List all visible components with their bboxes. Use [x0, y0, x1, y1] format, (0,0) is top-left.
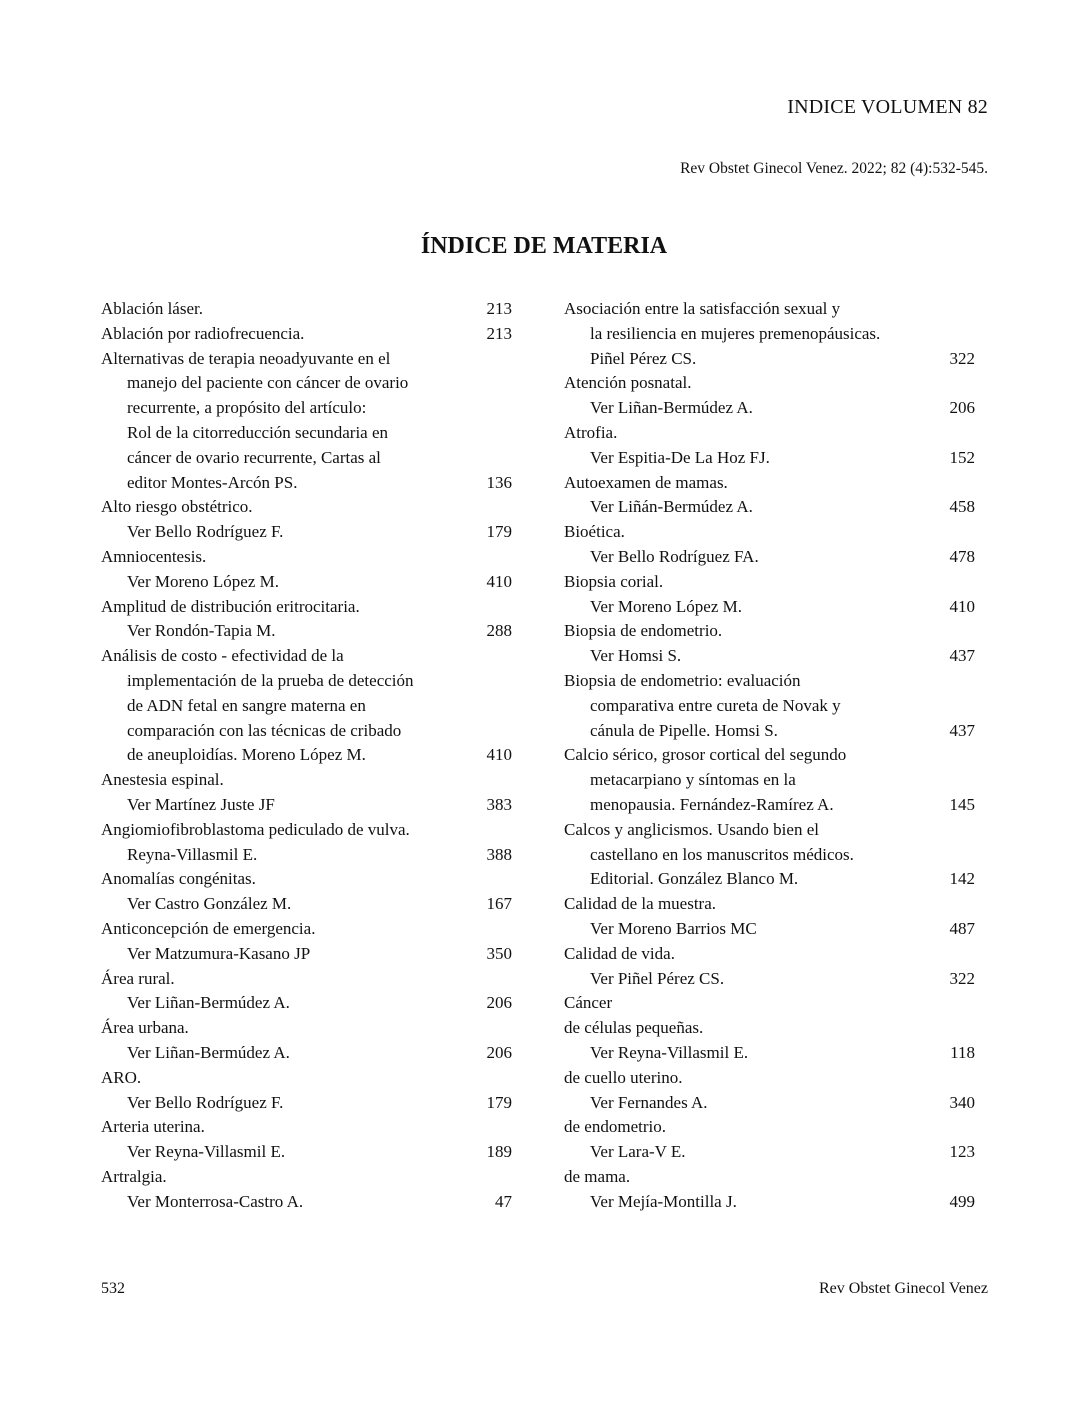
index-entry-line: [564, 1165, 975, 1190]
index-entry-text: cánula de Pipelle. Homsi S.: [590, 720, 778, 740]
index-entry-line: [564, 421, 975, 446]
index-entry-text: Artralgia.: [101, 1166, 167, 1186]
footer-page-number: 532: [101, 1280, 125, 1297]
index-entry-text: Rol de la citorreducción secundaria en: [127, 422, 389, 442]
index-entry-text: Alternativas de terapia neoadyuvante en el: [101, 348, 391, 368]
index-entry-text: Ver Homsi S.: [590, 646, 682, 666]
index-entry-text: Ver Liñan-Bermúdez A.: [590, 398, 753, 418]
index-entry-text: Calcos y anglicismos. Usando bien el: [564, 819, 819, 839]
index-entry-text: menopausia. Fernández-Ramírez A.: [590, 794, 834, 814]
index-entry-page: 322: [949, 968, 975, 988]
index-entry-line: [564, 1115, 975, 1140]
index-entry-text: Calcio sérico, grosor cortical del segundo: [564, 745, 847, 765]
index-entry-line: [101, 743, 512, 768]
index-entry-line: [564, 396, 975, 421]
index-entry-line: [101, 421, 512, 446]
index-entry-line: [564, 595, 975, 620]
index-entry-page: 189: [486, 1142, 512, 1162]
index-entry-text: Ver Reyna-Villasmil E.: [590, 1042, 749, 1062]
index-entry-line: [564, 371, 975, 396]
index-entry-page: 487: [949, 918, 975, 938]
index-entry-text: Ver Castro González M.: [127, 894, 292, 914]
index-entry-text: Bioética.: [564, 522, 625, 542]
index-entry-line: [101, 471, 512, 496]
index-entry-text: Anomalías congénitas.: [101, 869, 256, 889]
citation-line: Rev Obstet Ginecol Venez. 2022; 82 (4):532-545.: [680, 160, 988, 177]
index-entry-text: Ver Espitia-De La Hoz FJ.: [590, 447, 770, 467]
index-entry-line: [101, 768, 512, 793]
index-entry-page: 437: [949, 720, 975, 740]
index-entry-line: [101, 967, 512, 992]
index-entry-line: [101, 396, 512, 421]
index-entry-text: Ver Bello Rodríguez FA.: [590, 546, 759, 566]
index-entry-line: [564, 570, 975, 595]
index-column-left: [101, 297, 512, 1214]
index-entry-line: [564, 1066, 975, 1091]
index-entry-text: Arteria uterina.: [101, 1117, 205, 1137]
index-entry-text: Biopsia de endometrio: evaluación: [564, 670, 801, 690]
index-entry-text: Angiomiofibroblastoma pediculado de vulva.: [101, 819, 410, 839]
index-entry-text: de mama.: [564, 1166, 631, 1186]
index-entry-line: [564, 942, 975, 967]
index-entry-text: Ver Monterrosa-Castro A.: [127, 1191, 304, 1211]
index-entry-line: [101, 1140, 512, 1165]
index-entry-line: [101, 991, 512, 1016]
index-entry-text: Ver Bello Rodríguez F.: [127, 1092, 284, 1112]
index-entry-text: Análisis de costo - efectividad de la: [101, 646, 344, 666]
index-entry-line: [564, 446, 975, 471]
index-entry-line: [564, 471, 975, 496]
index-entry-page: 213: [486, 323, 512, 343]
running-header: INDICE VOLUMEN 82: [787, 96, 988, 118]
index-entry-line: [101, 644, 512, 669]
index-entry-text: Cáncer: [564, 993, 613, 1013]
index-entry-line: [564, 545, 975, 570]
index-entry-text: Asociación entre la satisfacción sexual y: [564, 299, 841, 318]
index-entry-text: metacarpiano y síntomas en la: [590, 770, 796, 790]
index-entry-text: Área rural.: [101, 968, 175, 988]
page-title: ÍNDICE DE MATERIA: [420, 233, 668, 259]
index-entry-page: 410: [486, 745, 512, 765]
index-entry-text: Ver Fernandes A.: [590, 1092, 708, 1112]
index-entry-page: 350: [486, 943, 512, 963]
index-entry-text: de células pequeñas.: [564, 1018, 704, 1038]
index-entry-line: [101, 1190, 512, 1215]
index-column-right: [564, 297, 975, 1214]
index-entry-line: [101, 322, 512, 347]
index-entry-line: [564, 669, 975, 694]
index-entry-line: [564, 818, 975, 843]
index-entry-line: [101, 867, 512, 892]
index-entry-line: [101, 570, 512, 595]
index-entry-line: [564, 1041, 975, 1066]
index-entry-text: de aneuploidías. Moreno López M.: [127, 745, 366, 765]
index-entry-line: [101, 495, 512, 520]
index-entry-line: [564, 892, 975, 917]
index-entry-text: Amniocentesis.: [101, 546, 207, 566]
index-entry-line: [101, 1041, 512, 1066]
index-entry-text: Ver Martínez Juste JF: [127, 794, 275, 814]
index-entry-text: de cuello uterino.: [564, 1067, 683, 1087]
index-entry-line: [564, 520, 975, 545]
index-entry-text: Alto riesgo obstétrico.: [101, 497, 253, 517]
index-entry-text: Atención posnatal.: [564, 373, 692, 393]
index-entry-page: 142: [949, 869, 975, 889]
index-entry-page: 123: [949, 1142, 975, 1162]
index-entry-line: [101, 446, 512, 471]
index-entry-text: Ver Moreno Barrios MC: [590, 918, 757, 938]
index-entry-line: [101, 1091, 512, 1116]
index-entry-page: 179: [486, 522, 512, 542]
index-entry-text: Ver Lara-V E.: [590, 1142, 686, 1162]
index-entry-page: 288: [486, 621, 512, 641]
index-entry-text: comparación con las técnicas de cribado: [127, 720, 402, 740]
index-entry-page: 410: [949, 596, 975, 616]
index-entry-text: Ver Moreno López M.: [127, 571, 280, 591]
index-entry-page: 206: [486, 993, 512, 1013]
index-entry-line: [101, 793, 512, 818]
index-entry-page: 388: [486, 844, 512, 864]
index-entry-line: [564, 297, 975, 322]
index-entry-text: Calidad de vida.: [564, 943, 675, 963]
index-entry-page: 118: [950, 1042, 975, 1062]
index-entry-line: [564, 619, 975, 644]
index-entry-text: manejo del paciente con cáncer de ovario: [127, 373, 409, 393]
footer-journal: Rev Obstet Ginecol Venez: [819, 1280, 988, 1297]
index-entry-text: Editorial. González Blanco M.: [590, 869, 799, 889]
index-entry-text: recurrente, a propósito del artículo:: [127, 398, 367, 418]
index-entry-line: [101, 619, 512, 644]
index-entry-text: cáncer de ovario recurrente, Cartas al: [127, 447, 381, 467]
index-entry-text: implementación de la prueba de detección: [127, 670, 414, 690]
index-entry-line: [564, 694, 975, 719]
index-entry-line: [101, 595, 512, 620]
index-entry-text: editor Montes-Arcón PS.: [127, 472, 298, 492]
index-entry-line: [564, 793, 975, 818]
index-entry-text: Ver Moreno López M.: [590, 596, 743, 616]
index-entry-line: [564, 1016, 975, 1041]
index-entry-line: [101, 297, 512, 322]
index-entry-line: [564, 1091, 975, 1116]
index-entry-line: [101, 545, 512, 570]
index-entry-page: 213: [486, 299, 512, 318]
index-entry-line: [101, 694, 512, 719]
index-entry-text: Atrofia.: [564, 422, 618, 442]
index-entry-text: Reyna-Villasmil E.: [127, 844, 258, 864]
index-entry-line: [101, 1115, 512, 1140]
index-entry-page: 206: [949, 398, 975, 418]
index-entry-line: [101, 1016, 512, 1041]
index-entry-text: Calidad de la muestra.: [564, 894, 717, 914]
index-entry-line: [101, 818, 512, 843]
index-entry-line: [564, 1190, 975, 1215]
index-entry-text: la resiliencia en mujeres premenopáusicas.: [590, 323, 881, 343]
index-entry-line: [101, 843, 512, 868]
index-entry-text: castellano en los manuscritos médicos.: [590, 844, 854, 864]
index-entry-line: [564, 719, 975, 744]
index-entry-line: [101, 942, 512, 967]
index-entry-text: Ver Liñan-Bermúdez A.: [127, 993, 290, 1013]
index-entry-page: 499: [949, 1191, 975, 1211]
index-entry-text: de ADN fetal en sangre materna en: [127, 695, 366, 715]
index-entry-text: Amplitud de distribución eritrocitaria.: [101, 596, 360, 616]
index-entry-text: de endometrio.: [564, 1117, 666, 1137]
index-entry-text: Anticoncepción de emergencia.: [101, 918, 316, 938]
index-entry-line: [564, 991, 975, 1016]
index-entry-text: Ver Reyna-Villasmil E.: [127, 1142, 286, 1162]
index-entry-page: 340: [949, 1092, 975, 1112]
index-entry-line: [564, 967, 975, 992]
index-entry-page: 437: [949, 646, 975, 666]
index-entry-line: [101, 917, 512, 942]
index-entry-page: 478: [949, 546, 975, 566]
index-entry-line: [101, 371, 512, 396]
index-entry-text: Ver Mejía-Montilla J.: [590, 1191, 737, 1211]
index-entry-page: 383: [486, 794, 512, 814]
index-entry-line: [101, 669, 512, 694]
index-entry-text: Biopsia de endometrio.: [564, 621, 723, 641]
index-entry-page: 47: [495, 1191, 512, 1211]
index-entry-page: 206: [486, 1042, 512, 1062]
index-entry-line: [564, 867, 975, 892]
index-entry-page: 136: [486, 472, 512, 492]
index-entry-line: [101, 1165, 512, 1190]
index-entry-line: [564, 768, 975, 793]
index-entry-text: Ver Liñán-Bermúdez A.: [590, 497, 753, 517]
index-entry-page: 458: [949, 497, 975, 517]
index-entry-text: Ver Piñel Pérez CS.: [590, 968, 725, 988]
index-entry-line: [101, 347, 512, 372]
index-entry-line: [564, 843, 975, 868]
index-entry-line: [564, 917, 975, 942]
index-entry-text: Piñel Pérez CS.: [590, 348, 697, 368]
index-entry-text: Ver Bello Rodríguez F.: [127, 522, 284, 542]
index-entry-text: ARO.: [101, 1067, 142, 1087]
index-entry-line: [564, 347, 975, 372]
index-entry-text: Ver Matzumura-Kasano JP: [127, 943, 311, 963]
index-entry-text: Ablación láser.: [101, 299, 203, 318]
index-entry-text: Área urbana.: [101, 1018, 189, 1038]
index-entry-line: [564, 743, 975, 768]
index-entry-page: 145: [949, 794, 975, 814]
index-entry-text: Ver Liñan-Bermúdez A.: [127, 1042, 290, 1062]
index-entry-page: 179: [486, 1092, 512, 1112]
index-entry-line: [564, 322, 975, 347]
index-entry-page: 152: [949, 447, 975, 467]
index-entry-page: 322: [949, 348, 975, 368]
index-entry-line: [564, 1140, 975, 1165]
index-entry-line: [101, 719, 512, 744]
index-entry-page: 167: [486, 894, 512, 914]
index-entry-text: Ver Rondón-Tapia M.: [127, 621, 276, 641]
index-entry-line: [101, 892, 512, 917]
index-entry-line: [564, 495, 975, 520]
index-entry-line: [564, 644, 975, 669]
index-entry-line: [101, 520, 512, 545]
index-entry-line: [101, 1066, 512, 1091]
index-entry-text: comparativa entre cureta de Novak y: [590, 695, 841, 715]
index-entry-text: Ablación por radiofrecuencia.: [101, 323, 305, 343]
index-entry-text: Biopsia corial.: [564, 571, 664, 591]
index-entry-page: 410: [486, 571, 512, 591]
index-entry-text: Anestesia espinal.: [101, 770, 224, 790]
index-entry-text: Autoexamen de mamas.: [564, 472, 728, 492]
